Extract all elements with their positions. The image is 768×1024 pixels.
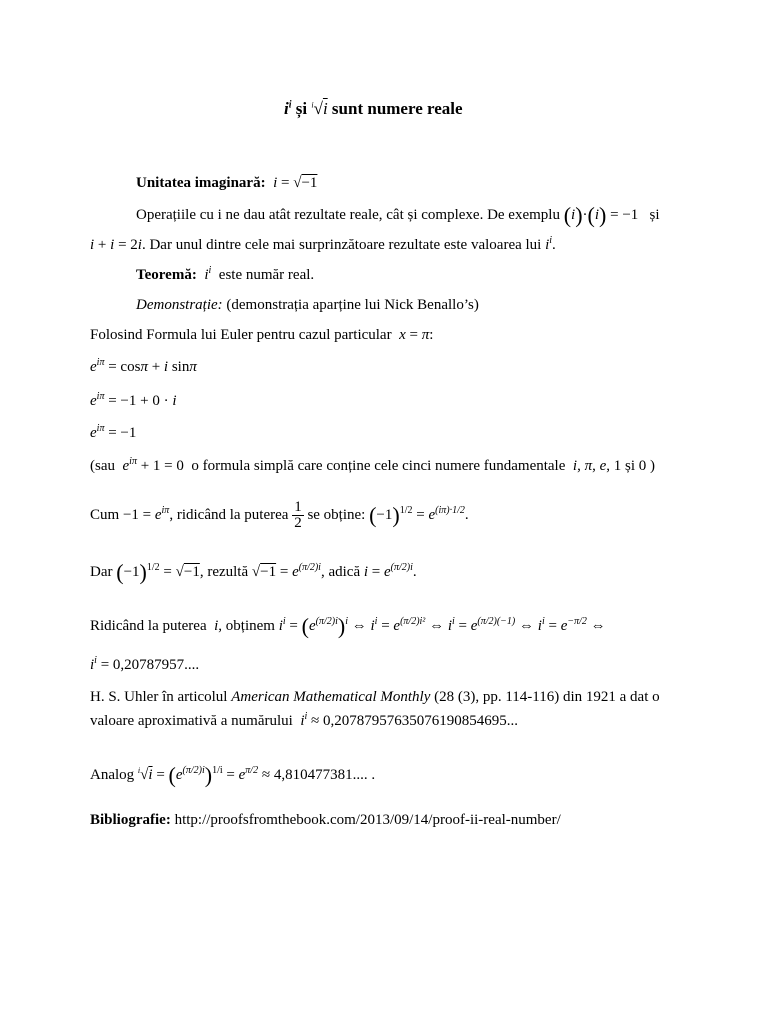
ii-value-line: $i^i = 0,20787957$.... [90, 655, 200, 673]
analog-line: Analog $^i√i = (e^{(\pi/2)i})^{1/i} = e^{\pi/2} \approx 4,810477381$.... . [90, 762, 376, 788]
euler-intro-line: Folosind Formula lui Euler pentru cazul particular x = π: [90, 327, 434, 343]
ridicand-line: Ridicând la puterea i, obținem $i^i = (e^{(\pi/2)i})^i$ ⇔ $i^i = e^{(\pi/2)i^2}$ ⇔ $i^i = e^{(\pi/2)(-1)}$ ⇔ $i^i = e^{-\pi/2}$ ⇔ [90, 613, 606, 639]
demonstratie-line: Demonstrație: (demonstrația aparține lui Nick Benallo’s) [136, 297, 479, 313]
equation-euler-2: $e^{i\pi} = -1 + 0 \cdot i$ [90, 391, 177, 409]
dar-line: Dar $(-1)^{1/2} = √-1$, rezultă $√-1 = e^{(\pi/2)i}$, adică $i = e^{(\pi/2)i}$. [90, 559, 417, 585]
uhler-line-1: H. S. Uhler în articolul American Mathematical Monthly (28 (3), pp. 114-116) din 1921 a dat o [90, 689, 660, 705]
title-text: sunt numere reale [331, 99, 463, 118]
operatii-line-1: Operațiile cu i ne dau atât rezultate reale, cât și complexe. De exemplu (i)·(i) = −1 și [136, 202, 660, 228]
equation-euler-3: $e^{i\pi} = -1$ [90, 423, 137, 441]
page-title: $i^i$ și $^i$√i sunt numere reale [284, 99, 463, 118]
unitatea-line: Unitatea imaginară: i = √−1 [136, 175, 318, 191]
uhler-line-2: valoare aproximativă a numărului $i^i \approx 0,20787957635076190854695$... [90, 711, 519, 729]
bibliografie-link[interactable]: http://proofsfromthebook.com/2013/09/14/proof-ii-real-number/ [174, 812, 561, 828]
bibliografie-line: Bibliografie: http://proofsfromthebook.com/2013/09/14/proof-ii-real-number/ [90, 812, 561, 828]
sau-line: (sau $e^{i\pi} + 1 = 0$ o formula simplă care conține cele cinci numere fundamentale i, π, e, 1 și 0 ) [90, 456, 655, 474]
teorema-line: Teoremă: $i^i$ este număr real. [136, 265, 315, 283]
equation-euler-1: $e^{i\pi} = \cos\pi + i$ sinπ [90, 357, 197, 375]
operatii-line-2: i + i = 2i. Dar unul dintre cele mai surprinzătoare rezultate este valoarea lui $i^i$. [90, 235, 556, 253]
cum-line: Cum $-1 = e^{i\pi}$, ridicând la puterea $\frac{1}{2}$ se obține: $(-1)^{1/2} = e^{(i\pi)\cdot 1/2}$. [90, 499, 469, 532]
